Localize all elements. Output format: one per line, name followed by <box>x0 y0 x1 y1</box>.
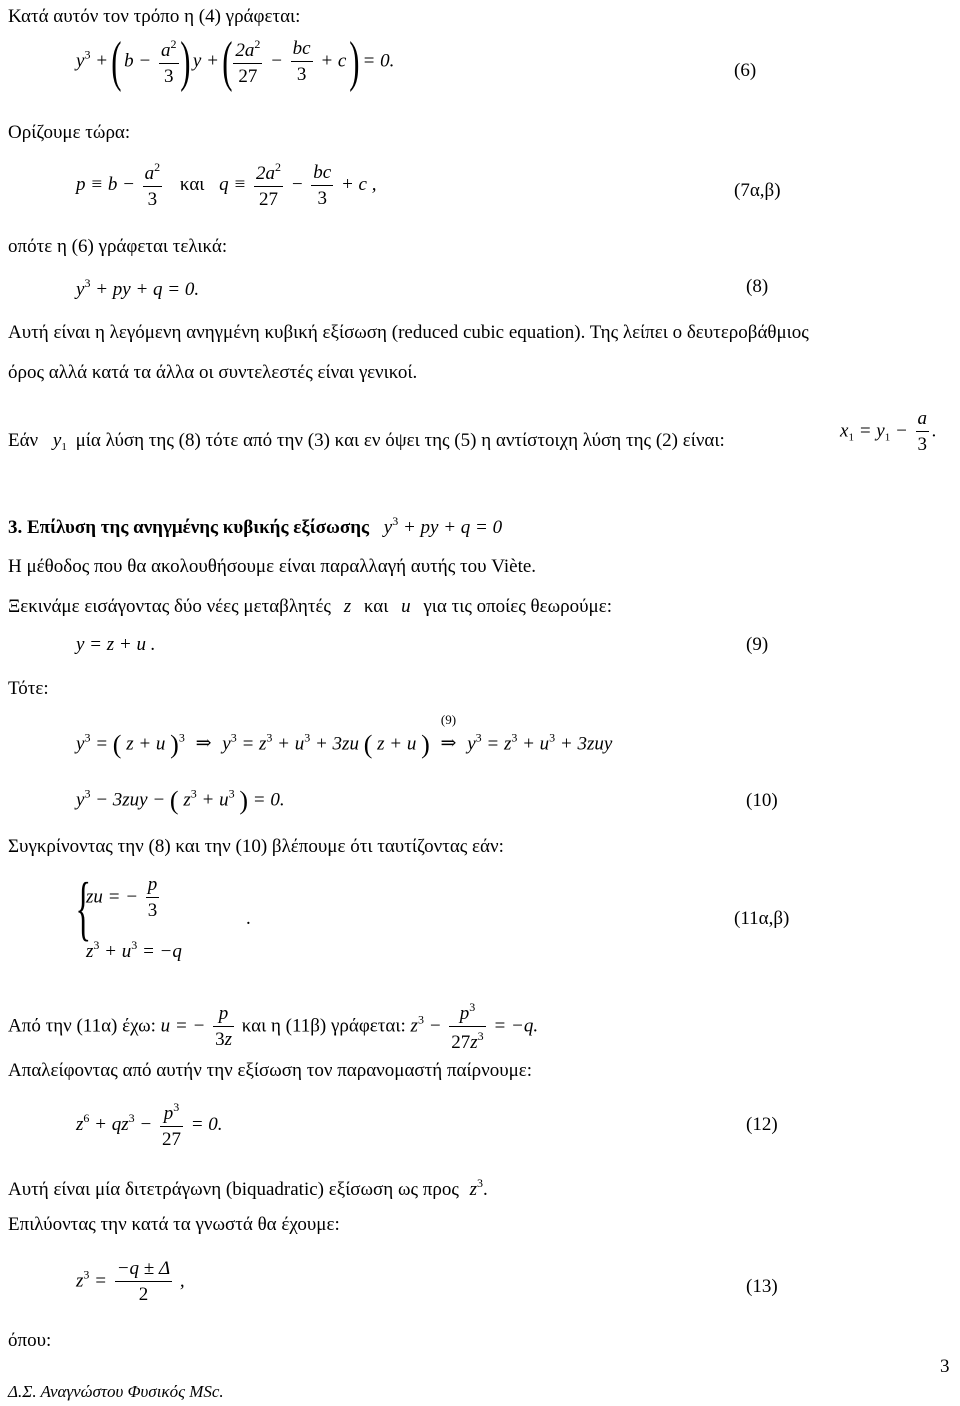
page-number: 3 <box>940 1356 950 1377</box>
equation-number: (7α,β) <box>734 180 781 201</box>
text-line: όπου: <box>8 1330 52 1351</box>
text-line: Τότε: <box>8 678 49 699</box>
equation-number: (12) <box>746 1114 778 1135</box>
text-line: Αυτή είναι η λεγόμενη ανηγμένη κυβική εξίσωση (reduced cubic equation). Της λείπει ο δευτεροβάθμιος <box>8 322 809 343</box>
equation-13: $z^3$ = $\frac{-q \pm \Delta}{2}$ , <box>76 1258 185 1305</box>
text-line: Ορίζουμε τώρα: <box>8 122 131 143</box>
equation-6: $y^3$ + ( b − $\frac{a^2}{3}$ ) y + ( $\frac{2a^2}{27}$ − $\frac{bc}{3}$ + c ) = 0. <box>76 31 395 93</box>
equation-11a: zu = − $\frac{p}{3}$ <box>86 874 158 921</box>
text-line: Απαλείφοντας από αυτήν την εξίσωση τον παρανομαστή παίρνουμε: <box>8 1060 533 1081</box>
text-line: οπότε η (6) γράφεται τελικά: <box>8 236 228 257</box>
equation-number: (8) <box>746 276 769 297</box>
punctuation: . <box>246 908 251 929</box>
text-line: Ξεκινάμε εισάγοντας δύο νέες μεταβλητές z και u για τις οποίες θεωρούμε: <box>8 596 612 617</box>
text-line: όρος αλλά κατά τα άλλα οι συντελεστές είναι γενικοί. <box>8 362 418 383</box>
text-line: Από την (11α) έχω: u = − $\frac{p}{3z}$ και η (11β) γράφεται: $z^3$ − $\frac{p^3}{27z^3}$ = −q. <box>8 1000 539 1053</box>
text-line: Συγκρίνοντας την (8) και την (10) βλέπουμε ότι ταυτίζοντας εάν: <box>8 836 504 857</box>
equation-number: (10) <box>746 790 778 811</box>
text-line: Αυτή είναι μία διτετράγωνη (biquadratic) εξίσωση ως προς $z^3$. <box>8 1176 488 1200</box>
equation-7: p ≡ b − $\frac{a^2}{3}$ και q ≡ $\frac{2a^2}{27}$ − $\frac{bc}{3}$ + c , <box>76 160 377 210</box>
footer-author: Δ.Σ. Αναγνώστου Φυσικός MSc. <box>8 1382 224 1401</box>
text-line: Επιλύοντας την κατά τα γνωστά θα έχουμε: <box>8 1214 340 1235</box>
brace-icon: { <box>75 868 92 948</box>
text-line: Κατά αυτόν τον τρόπο η (4) γράφεται: <box>8 6 301 27</box>
equation-expansion: $y^3$ = ( z + u )$^3$ ⇒ $y^3 = z^3 + u^3 + 3zu$ ( z + u ) (9) ⇒ $y^3 = z^3 + u^3 + 3zuy$ <box>76 712 613 759</box>
text-line: Η μέθοδος που θα ακολουθήσουμε είναι παραλλαγή αυτής του Viète. <box>8 556 537 577</box>
equation-11b: $z^3 + u^3 = -q$ <box>86 938 182 962</box>
equation-x1: $x_1 = y_1$ − $\frac{a}{3}$ . <box>840 408 937 455</box>
section-heading: 3. Επίλυση της ανηγμένης κυβικής εξίσωσης $y^3$ + py + q = 0 <box>8 514 503 538</box>
equation-number: (9) <box>746 634 769 655</box>
equation-9: y = z + u . <box>76 634 156 655</box>
equation-10: $y^3 - 3zuy$ − ( $z^3 + u^3$ ) = 0. <box>76 786 285 815</box>
equation-number: (6) <box>734 60 757 81</box>
equation-number: (11α,β) <box>734 908 790 929</box>
equation-8: $y^3$ + py + q = 0. <box>76 276 200 300</box>
text-line: Εάν $y_1$ μία λύση της (8) τότε από την (3) και εν όψει της (5) η αντίστοιχη λύση της (2) είναι: <box>8 430 725 453</box>
equation-number: (13) <box>746 1276 778 1297</box>
equation-12: $z^6 + qz^3$ − $\frac{p^3}{27}$ = 0. <box>76 1100 223 1150</box>
